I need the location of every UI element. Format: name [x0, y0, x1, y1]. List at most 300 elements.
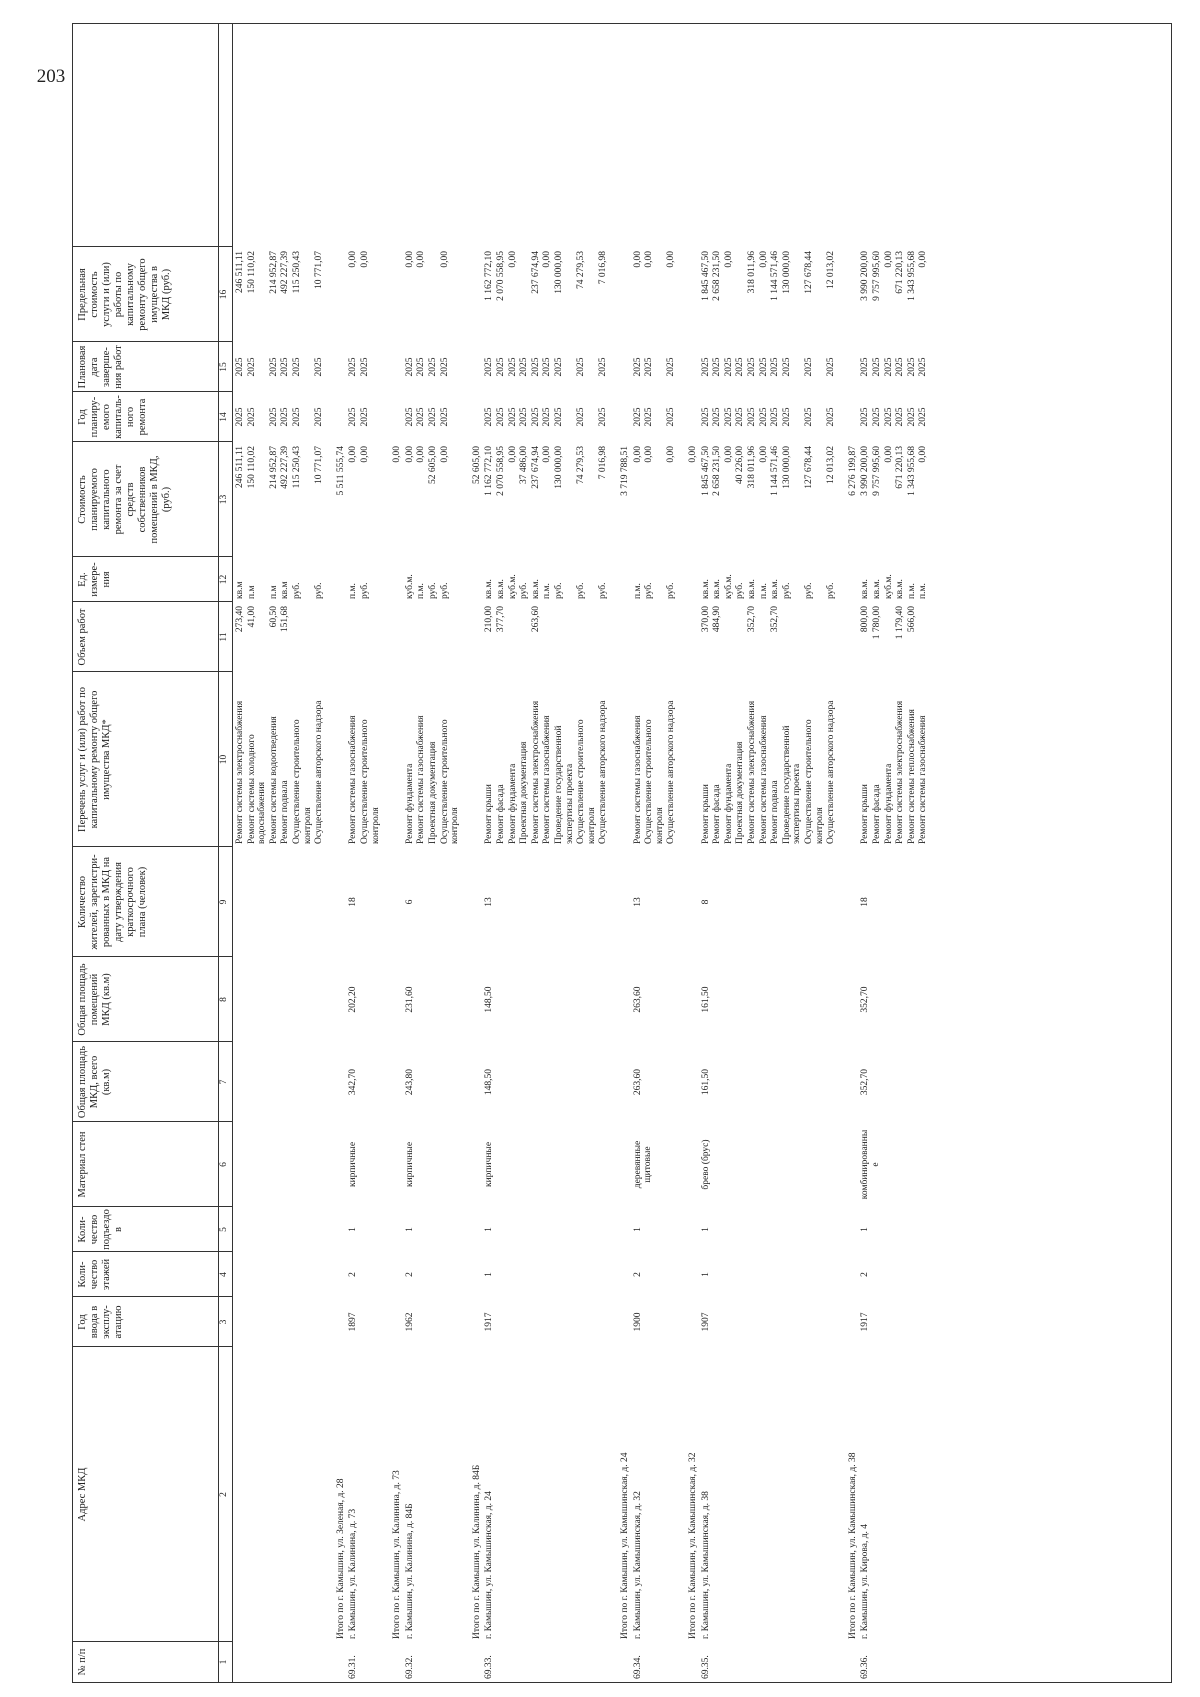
column-number-14: 14 [219, 412, 229, 422]
work-end-year: 2025 [439, 357, 450, 377]
floors-count: 1 [484, 1272, 495, 1277]
row-number: 69.36. [860, 1655, 871, 1679]
work-plan-year: 2025 [576, 407, 587, 427]
column-divider [73, 1346, 232, 1347]
work-name: Ремонт системы электроснабжения [530, 700, 541, 844]
rooms-area: 263,60 [632, 986, 643, 1013]
column-divider [73, 341, 232, 342]
work-name: Осуществление строительного контроля [576, 719, 597, 844]
work-name: Проектная документация [428, 741, 438, 844]
work-end-year: 2025 [632, 357, 643, 377]
column-number-5: 5 [219, 1227, 229, 1232]
work-name: Ремонт фундамента [507, 763, 518, 844]
work-unit: руб. [826, 582, 837, 599]
work-plan-year: 2025 [632, 407, 643, 427]
entrances-count: 1 [348, 1227, 359, 1232]
work-plan-year: 2025 [542, 407, 553, 427]
work-end-year: 2025 [268, 357, 279, 377]
work-unit: кв.м. [496, 579, 506, 599]
work-name: Ремонт фундамента [883, 763, 894, 844]
year-built: 1907 [700, 1312, 711, 1332]
header-cell-5: Коли- чество подъездо в [77, 1209, 124, 1250]
header-cell-9: Количество жителей, зарегистри- рованных в МКД на дату утверждения краткосрочного плана (человек) [77, 854, 148, 950]
total-row-sum: 5 511 555,74 [335, 446, 346, 496]
header-cell-3: Год ввода в эксплу- атацию [77, 1305, 124, 1339]
residents-count: 13 [632, 897, 643, 907]
work-name: Ремонт фасада [712, 784, 723, 844]
work-name: Ремонт системы электроснабжения [235, 700, 245, 844]
total-area: 352,70 [860, 1068, 871, 1096]
work-end-year: 2025 [542, 357, 553, 377]
work-plan-year: 2025 [906, 407, 917, 427]
work-volume: 566,00 [906, 606, 917, 633]
work-volume: 60,50 [268, 606, 279, 628]
work-name: Ремонт фундамента [723, 763, 734, 844]
work-end-year: 2025 [666, 357, 677, 377]
work-cost: 2 070 558,95 [496, 446, 506, 496]
work-volume: 41,00 [246, 606, 257, 628]
total-row-label: Итого по г. Камышин, ул. Зеленая, д. 28 [335, 1478, 346, 1639]
column-divider [73, 556, 232, 557]
work-volume: 484,90 [712, 606, 723, 633]
work-name: Ремонт подвала [280, 780, 291, 844]
object-address: г. Камышин, ул. Калинина, д. 73 [348, 1508, 359, 1639]
work-limit-cost: 214 952,87 [268, 251, 279, 294]
work-cost: 7 016,98 [598, 446, 609, 480]
work-volume: 370,00 [700, 606, 711, 633]
column-number-13: 13 [219, 494, 229, 505]
work-cost: 3 990 200,00 [860, 446, 871, 496]
work-volume: 377,70 [496, 606, 506, 633]
work-cost: 0,00 [632, 446, 643, 463]
work-limit-cost: 0,00 [918, 251, 929, 268]
work-unit: кв.м. [747, 579, 757, 599]
work-cost: 0,00 [723, 446, 734, 463]
work-limit-cost: 130 000,00 [554, 251, 564, 294]
column-divider [73, 441, 232, 442]
header-cell-10: Перечень услуг и (или) работ по капитальному ремонту общего имущества МКД* [77, 687, 112, 832]
work-end-year: 2025 [918, 357, 929, 377]
work-name: Осуществление строительного контроля [804, 719, 825, 844]
work-end-year: 2025 [280, 357, 291, 377]
work-end-year: 2025 [519, 357, 530, 377]
floors-count: 2 [348, 1272, 359, 1277]
work-unit: руб. [428, 582, 438, 599]
work-plan-year: 2025 [554, 407, 564, 427]
work-limit-cost: 0,00 [416, 251, 427, 268]
work-limit-cost: 130 000,00 [781, 251, 792, 294]
work-name: Ремонт системы холодного водоснабжения [246, 734, 268, 844]
column-number-6: 6 [219, 1162, 229, 1167]
work-unit: руб. [439, 582, 450, 599]
work-end-year: 2025 [496, 357, 506, 377]
work-name: Ремонт системы газоснабжения [348, 715, 359, 844]
wall-material: брево (брус) [700, 1139, 711, 1190]
work-end-year: 2025 [860, 357, 871, 377]
work-unit: п.м [268, 585, 279, 599]
work-end-year: 2025 [484, 357, 495, 377]
work-name: Ремонт системы электроснабжения [747, 700, 757, 844]
work-name: Осуществление авторского надзора [666, 700, 677, 844]
work-plan-year: 2025 [700, 407, 711, 427]
work-limit-cost: 2 658 231,50 [712, 251, 723, 301]
rooms-area: 148,50 [484, 986, 495, 1013]
work-cost: 318 011,96 [747, 446, 757, 489]
work-volume: 352,70 [770, 606, 781, 633]
work-end-year: 2025 [598, 357, 609, 377]
header-cell-14: Год планиру- емого капиталь- ного ремонта [77, 395, 148, 439]
work-end-year: 2025 [292, 357, 302, 377]
work-cost: 0,00 [542, 446, 553, 463]
work-name: Проведение государственной экспертизы проекта [554, 725, 575, 844]
work-limit-cost: 318 011,96 [747, 251, 757, 294]
work-plan-year: 2025 [404, 407, 415, 427]
work-unit: куб.м. [404, 574, 415, 599]
header-cell-8: Общая площадь помещений МКД (кв.м) [77, 963, 112, 1036]
work-volume: 800,00 [860, 606, 871, 633]
work-unit: руб. [781, 582, 792, 599]
header-cell-7: Общая площадь МКД, всего (кв.м) [77, 1045, 112, 1119]
work-limit-cost: 0,00 [723, 251, 734, 268]
work-cost: 2 658 231,50 [712, 446, 723, 496]
work-unit: куб.м. [883, 574, 894, 599]
column-number-12: 12 [219, 574, 229, 585]
work-plan-year: 2025 [530, 407, 541, 427]
column-divider [73, 1296, 232, 1297]
wall-material: кирпичные [404, 1141, 415, 1188]
header-cell-12: Ед. измере- ния [77, 562, 112, 597]
work-plan-year: 2025 [872, 407, 882, 427]
row-number: 69.32. [404, 1655, 415, 1679]
residents-count: 18 [860, 897, 871, 907]
capital-repair-table [72, 23, 1172, 1683]
work-unit: кв.м. [872, 579, 882, 599]
work-end-year: 2025 [507, 357, 518, 377]
work-unit: руб. [360, 582, 370, 599]
entrances-count: 1 [632, 1227, 643, 1232]
work-cost: 671 220,13 [895, 446, 906, 489]
work-cost: 0,00 [348, 446, 359, 463]
work-limit-cost: 9 757 995,60 [872, 251, 882, 301]
column-number-16: 16 [219, 289, 229, 300]
work-volume: 1 179,40 [895, 606, 906, 640]
work-limit-cost: 671 220,13 [895, 251, 906, 294]
work-cost: 1 162 772,10 [484, 446, 495, 496]
work-end-year: 2025 [770, 357, 781, 377]
work-name: Ремонт крыши [860, 784, 871, 844]
header-cell-13: Стоимость планируемого капитального ремонта за счет средств собственников помещений в МКД, (руб.) [77, 455, 172, 544]
work-limit-cost: 0,00 [666, 251, 677, 268]
rooms-area: 202,20 [348, 986, 359, 1013]
work-plan-year: 2025 [598, 407, 609, 427]
work-plan-year: 2025 [723, 407, 734, 427]
work-end-year: 2025 [758, 357, 769, 377]
work-name: Осуществление авторского надзора [826, 700, 837, 844]
work-name: Проведение государственной экспертизы проекта [781, 725, 803, 844]
work-cost: 52 605,00 [428, 446, 438, 484]
work-end-year: 2025 [895, 357, 906, 377]
object-address: г. Камышин, ул. Кирова, д. 4 [860, 1523, 871, 1639]
total-row-label: Итого по г. Камышин, ул. Камышинская, д. 38 [847, 1452, 858, 1639]
work-plan-year: 2025 [507, 407, 518, 427]
total-row-sum: 0,00 [688, 446, 698, 463]
work-unit: куб.м. [507, 574, 518, 599]
work-unit: кв.м [280, 581, 291, 599]
work-limit-cost: 0,00 [644, 251, 655, 268]
work-unit: руб. [554, 582, 564, 599]
work-cost: 130 000,00 [554, 446, 564, 489]
object-address: г. Камышин, ул. Камышинская, д. 32 [632, 1491, 643, 1639]
year-built: 1917 [860, 1312, 871, 1332]
object-address: г. Камышин, ул. Камышинская, д. 24 [484, 1491, 495, 1639]
work-unit: руб. [735, 582, 746, 599]
work-name: Ремонт крыши [484, 784, 495, 844]
work-unit: кв.м. [700, 579, 711, 599]
entrances-count: 1 [404, 1227, 415, 1232]
work-cost: 0,00 [360, 446, 370, 463]
work-name: Ремонт фасада [496, 784, 506, 844]
year-built: 1897 [348, 1312, 359, 1332]
work-volume: 210,00 [484, 606, 495, 633]
work-limit-cost: 0,00 [439, 251, 450, 268]
work-unit: п.м [246, 585, 257, 599]
work-limit-cost: 2 070 558,95 [496, 251, 506, 301]
work-cost: 37 486,00 [519, 446, 530, 484]
column-divider [73, 1251, 232, 1252]
total-area: 148,50 [484, 1068, 495, 1096]
work-plan-year: 2025 [519, 407, 530, 427]
column-number-7: 7 [219, 1079, 229, 1085]
work-limit-cost: 0,00 [542, 251, 553, 268]
work-unit: руб. [292, 582, 302, 599]
total-area: 263,60 [632, 1068, 643, 1096]
work-name: Осуществление авторского надзора [314, 700, 325, 844]
total-row-sum: 0,00 [392, 446, 403, 463]
column-number-1: 1 [219, 1659, 229, 1665]
work-end-year: 2025 [348, 357, 359, 377]
work-name: Проектная документация [519, 741, 530, 844]
work-name: Осуществление строительного контроля [292, 719, 313, 844]
column-number-9: 9 [219, 899, 229, 905]
work-plan-year: 2025 [235, 407, 245, 427]
work-end-year: 2025 [576, 357, 587, 377]
rooms-area: 231,60 [404, 986, 415, 1013]
work-name: Ремонт системы газоснабжения [542, 715, 553, 844]
work-limit-cost: 74 279,53 [576, 251, 587, 289]
header-cell-1: № п/п [77, 1648, 88, 1676]
column-divider [73, 1206, 232, 1207]
work-cost: 40 226,00 [735, 446, 746, 484]
work-cost: 1 144 571,46 [770, 446, 781, 496]
work-plan-year: 2025 [712, 407, 723, 427]
column-divider [73, 1641, 232, 1642]
entrances-count: 1 [700, 1227, 711, 1232]
work-unit: руб. [644, 582, 655, 599]
work-limit-cost: 492 227,39 [280, 251, 291, 294]
work-cost: 0,00 [918, 446, 929, 463]
work-volume: 273,40 [235, 606, 245, 633]
work-name: Ремонт системы газоснабжения [758, 715, 769, 844]
work-plan-year: 2025 [496, 407, 506, 427]
object-address: г. Камышин, ул. Камышинская, д. 38 [700, 1491, 711, 1639]
work-cost: 0,00 [416, 446, 427, 463]
work-unit: п.м. [542, 583, 553, 599]
entrances-count: 1 [484, 1227, 495, 1232]
work-cost: 10 771,07 [314, 446, 325, 484]
work-plan-year: 2025 [348, 407, 359, 427]
work-plan-year: 2025 [428, 407, 438, 427]
work-unit: куб.м. [723, 574, 734, 599]
work-volume: 263,60 [530, 606, 541, 633]
work-end-year: 2025 [883, 357, 894, 377]
year-built: 1962 [404, 1312, 415, 1332]
work-end-year: 2025 [428, 357, 438, 377]
work-name: Осуществление строительного контроля [360, 719, 381, 844]
row-number: 69.35. [700, 1655, 711, 1679]
work-plan-year: 2025 [666, 407, 677, 427]
work-plan-year: 2025 [280, 407, 291, 427]
work-plan-year: 2025 [747, 407, 757, 427]
year-built: 1900 [632, 1312, 643, 1332]
column-divider [73, 846, 232, 847]
work-limit-cost: 1 144 571,46 [770, 251, 781, 301]
work-cost: 0,00 [507, 446, 518, 463]
work-cost: 492 227,39 [280, 446, 291, 489]
work-unit: п.м. [632, 583, 643, 599]
work-limit-cost: 1 162 772,10 [484, 251, 495, 301]
work-end-year: 2025 [735, 357, 746, 377]
work-limit-cost: 12 013,02 [826, 251, 837, 289]
work-limit-cost: 0,00 [404, 251, 415, 268]
work-cost: 0,00 [758, 446, 769, 463]
work-end-year: 2025 [644, 357, 655, 377]
work-plan-year: 2025 [246, 407, 257, 427]
work-limit-cost: 0,00 [360, 251, 370, 268]
work-unit: кв.м. [530, 579, 541, 599]
work-cost: 0,00 [644, 446, 655, 463]
header-cell-4: Коли- чество этажей [77, 1258, 112, 1291]
floors-count: 2 [632, 1272, 643, 1277]
work-limit-cost: 150 110,02 [246, 251, 257, 294]
column-divider [73, 601, 232, 602]
wall-material: комбинированны е [860, 1129, 881, 1200]
rooms-area: 352,70 [860, 986, 871, 1013]
residents-count: 6 [404, 899, 415, 905]
rooms-area: 161,50 [700, 986, 711, 1013]
header-cell-15: Плановая дата заверше- ния работ [77, 345, 124, 389]
work-unit: п.м. [416, 583, 427, 599]
work-volume: 352,70 [747, 606, 757, 633]
work-name: Ремонт фасада [872, 784, 882, 844]
floors-count: 2 [404, 1272, 415, 1277]
work-volume: 151,68 [280, 606, 291, 633]
work-unit: руб. [804, 582, 814, 599]
wall-material: кирпичные [348, 1141, 359, 1188]
residents-count: 18 [348, 897, 359, 907]
residents-count: 8 [700, 899, 711, 905]
work-cost: 0,00 [666, 446, 677, 463]
floors-count: 1 [700, 1272, 711, 1277]
work-end-year: 2025 [360, 357, 370, 377]
residents-count: 13 [484, 897, 495, 907]
work-cost: 237 674,94 [530, 446, 541, 489]
work-plan-year: 2025 [895, 407, 906, 427]
work-cost: 1 343 955,68 [906, 446, 917, 496]
work-plan-year: 2025 [416, 407, 427, 427]
work-unit: кв.м. [770, 579, 781, 599]
work-cost: 214 952,87 [268, 446, 279, 489]
column-number-8: 8 [219, 997, 229, 1002]
total-row-sum: 52 605,00 [471, 446, 482, 484]
column-number-4: 4 [219, 1272, 229, 1277]
work-unit: п.м. [348, 583, 359, 599]
work-end-year: 2025 [872, 357, 882, 377]
work-plan-year: 2025 [883, 407, 894, 427]
work-end-year: 2025 [314, 357, 325, 377]
work-plan-year: 2025 [292, 407, 302, 427]
object-address: г. Камышин, ул. Калинина, д. 84Б [404, 1503, 415, 1639]
work-cost: 0,00 [404, 446, 415, 463]
work-limit-cost: 7 016,98 [598, 251, 609, 285]
work-unit: п.м. [906, 583, 917, 599]
work-end-year: 2025 [404, 357, 415, 377]
work-cost: 150 110,02 [246, 446, 257, 489]
header-cell-16: Предельная стоимость услуги и (или) работы по капитальному ремонту общего имущества в МКД (руб.) [77, 258, 172, 331]
work-unit: руб. [314, 582, 325, 599]
work-plan-year: 2025 [770, 407, 781, 427]
work-cost: 1 845 467,50 [700, 446, 711, 496]
year-built: 1917 [484, 1312, 495, 1332]
work-plan-year: 2025 [804, 407, 814, 427]
work-name: Ремонт системы электроснабжения [895, 700, 906, 844]
work-limit-cost: 0,00 [507, 251, 518, 268]
floors-count: 2 [860, 1272, 871, 1277]
work-cost: 127 678,44 [804, 446, 814, 489]
column-divider [73, 1041, 232, 1042]
work-plan-year: 2025 [735, 407, 746, 427]
work-name: Ремонт системы теплоснабжения [906, 709, 917, 844]
total-row-label: Итого по г. Камышин, ул. Камышинская, д. 24 [620, 1452, 630, 1639]
column-divider [73, 391, 232, 392]
work-end-year: 2025 [235, 357, 245, 377]
work-name: Ремонт системы газоснабжения [416, 715, 427, 844]
work-unit: руб. [519, 582, 530, 599]
work-end-year: 2025 [246, 357, 257, 377]
column-number-3: 3 [219, 1319, 229, 1325]
work-limit-cost: 0,00 [883, 251, 894, 268]
work-name: Осуществление строительного контроля [439, 719, 461, 844]
work-cost: 9 757 995,60 [872, 446, 882, 496]
column-divider [73, 956, 232, 957]
work-plan-year: 2025 [781, 407, 792, 427]
work-plan-year: 2025 [644, 407, 655, 427]
row-number: 69.31. [348, 1655, 359, 1679]
work-end-year: 2025 [906, 357, 917, 377]
work-end-year: 2025 [530, 357, 541, 377]
column-divider [73, 246, 232, 247]
work-limit-cost: 1 845 467,50 [700, 251, 711, 301]
work-end-year: 2025 [826, 357, 837, 377]
work-limit-cost: 0,00 [632, 251, 643, 268]
work-cost: 246 511,11 [235, 446, 245, 489]
row-number: 69.34. [632, 1655, 643, 1679]
work-plan-year: 2025 [918, 407, 929, 427]
work-plan-year: 2025 [360, 407, 370, 427]
work-end-year: 2025 [712, 357, 723, 377]
total-row-label: Итого по г. Камышин, ул. Калинина, д. 73 [392, 1470, 403, 1639]
work-limit-cost: 1 343 955,68 [906, 251, 917, 301]
work-end-year: 2025 [554, 357, 564, 377]
